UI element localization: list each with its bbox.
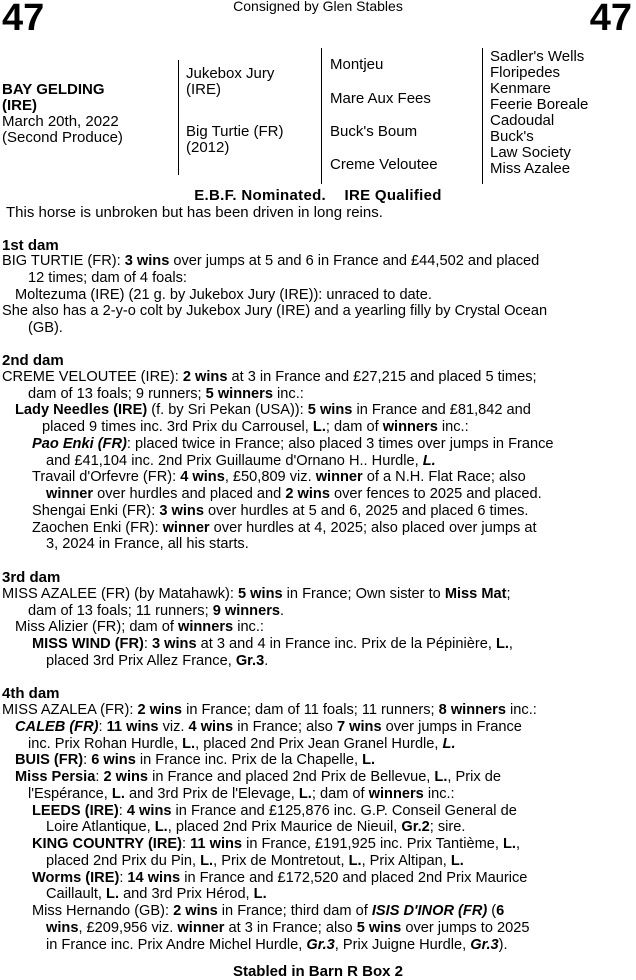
pedigree-dam-dam: Creme Veloutee	[330, 156, 438, 173]
horse-country: (IRE)	[2, 97, 37, 114]
pedigree-sire-dam: Mare Aux Fees	[330, 90, 431, 107]
heading-4th-dam: 4th dam	[2, 685, 60, 702]
qualification-notes	[0, 187, 636, 204]
unbroken-note: This horse is unbroken but has been driven in long reins.	[6, 204, 383, 221]
stabling-footer: Stabled in Barn R Box 2	[232, 963, 404, 980]
horse-foaled: March 20th, 2022	[2, 113, 119, 130]
pedigree-dam: Big Turtie (FR) (2012)	[186, 123, 284, 156]
pedigree-divider-2	[321, 48, 322, 184]
pedigree-divider-1	[178, 60, 179, 175]
heading-3rd-dam: 3rd dam	[2, 569, 61, 586]
horse-description	[2, 82, 123, 146]
horse-sex-colour: BAY GELDING	[2, 81, 105, 98]
pedigree-sire-sire: Montjeu	[330, 56, 384, 73]
pedigree-dam-sire: Buck's Boum	[330, 123, 418, 140]
ire-note: IRE Qualified	[344, 187, 442, 204]
ebf-note: E.B.F. Nominated.	[194, 187, 327, 204]
consignor: Consigned by Glen Stables	[233, 0, 403, 14]
pedigree-divider-3	[482, 48, 483, 184]
heading-2nd-dam: 2nd dam	[2, 352, 64, 369]
pedigree-sire: Jukebox Jury (IRE)	[186, 65, 275, 98]
lot-number-right: 47	[589, 0, 632, 39]
heading-1st-dam: 1st dam	[2, 237, 59, 254]
lot-number-left: 47	[2, 0, 45, 39]
horse-produce: (Second Produce)	[2, 129, 123, 146]
pedigree-gen4: Sadler's Wells Floripedes Kenmare Feerie Boreale Cadoudal Buck's Law Society Miss Azalee	[490, 48, 589, 177]
